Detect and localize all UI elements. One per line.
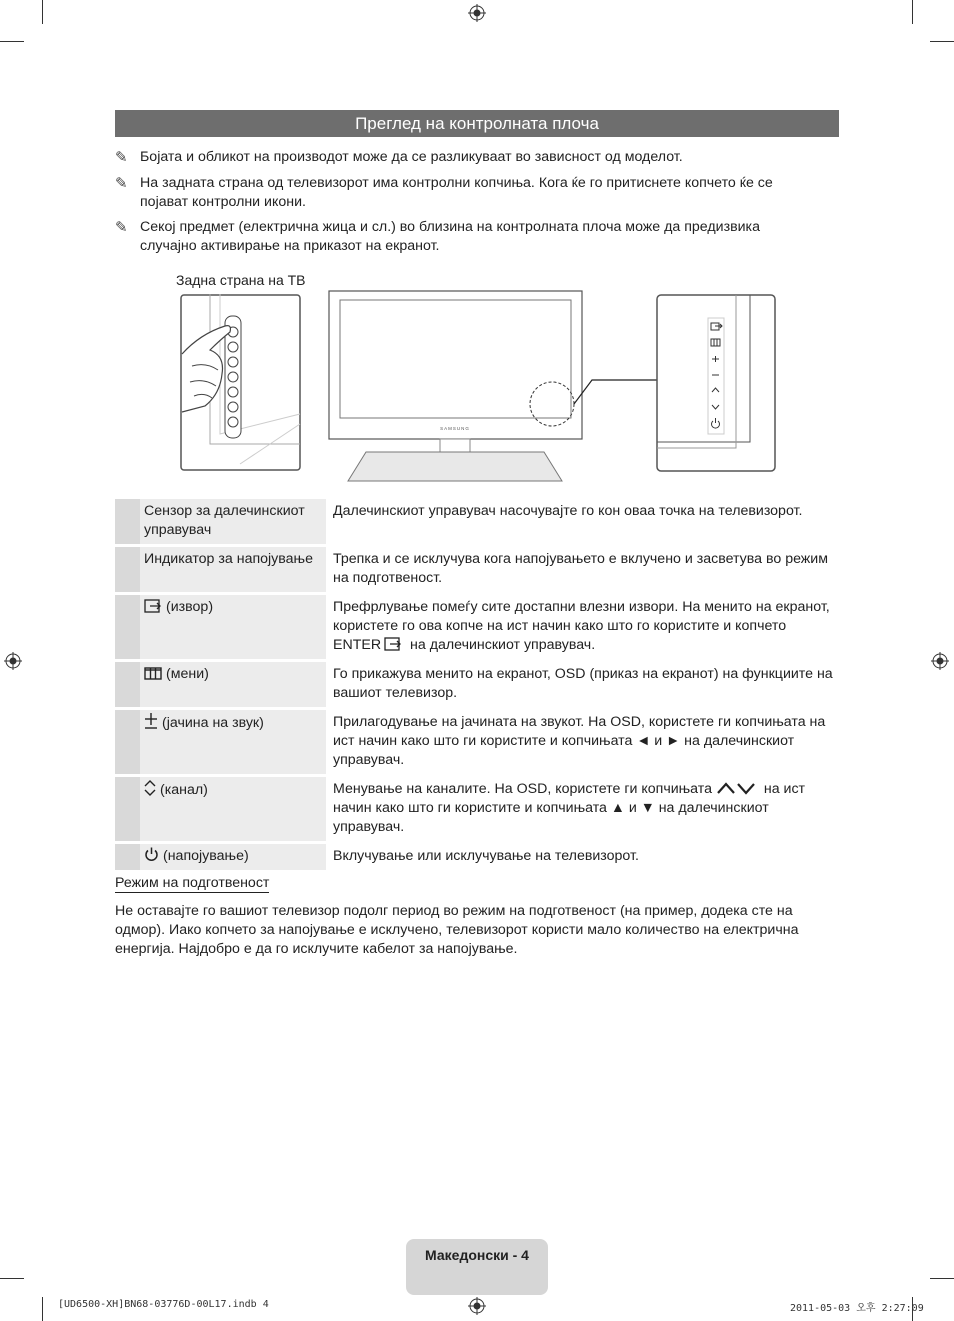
- control-description: на ист начин како што ги користите и копчињата ▲ и ▼ на далечинскиот управувач.: [333, 781, 806, 835]
- brand-logo: SAMSUNG: [440, 426, 470, 431]
- control-panel-table: [115, 496, 839, 873]
- tv-front-illustration: [328, 290, 584, 482]
- source-icon: [144, 599, 162, 613]
- control-description: на далечинскиот управувач.: [406, 637, 596, 653]
- control-name: (јачина на звук): [162, 715, 264, 731]
- pencil-note-icon: ✎: [115, 219, 128, 236]
- control-description: Префрлување помеѓу сите достапни влезни извори. На менито на екранот, користете го ова копче на ист начин како што го користите и копчето: [333, 599, 830, 634]
- enter-icon: [384, 637, 402, 651]
- control-name: (напојување): [163, 848, 249, 864]
- crop-mark: [42, 1297, 43, 1321]
- crop-mark: [0, 1278, 24, 1279]
- section-title: Преглед на контролната плоча: [115, 110, 839, 137]
- table-row: [115, 777, 839, 841]
- standby-heading: Режим на подготвеност: [115, 875, 270, 891]
- table-row: [115, 662, 839, 707]
- table-row: [115, 547, 839, 592]
- channel-up-down-icon: [144, 780, 156, 796]
- control-description: Трепка и се исклучува кога напојувањето е вклучено и засветува во режим на подготвеност.: [333, 551, 828, 586]
- control-name: (извор): [166, 599, 214, 615]
- volume-plus-minus-icon: [144, 713, 158, 729]
- note-text: Бојата и обликот на производот може да се разликуваат во зависност од моделот.: [140, 149, 683, 165]
- control-name: (мени): [166, 666, 209, 682]
- registration-mark-icon: [468, 1297, 486, 1315]
- page-number: Македонски - 4: [406, 1239, 548, 1295]
- control-name: (канал): [160, 782, 208, 798]
- table-row: [115, 844, 839, 870]
- table-row: [115, 499, 839, 544]
- standby-paragraph: Не оставајте го вашиот телевизор подолг период во режим на подготвеност (на пример, додека сте на одмор). Иако копчето за напојување е исклучено, телевизорот користи мало количество на електрична енергија. Најдобро е да го исклучите кабелот за напојување.: [115, 903, 799, 957]
- note-text: Секој предмет (електрична жица и сл.) во близина на контролната плоча може да предизвика: [140, 219, 760, 235]
- control-panel-zoom-illustration: [570, 292, 780, 474]
- back-of-tv-label: Задна страна на ТВ: [176, 272, 306, 288]
- crop-mark: [930, 41, 954, 42]
- note: [115, 218, 835, 256]
- note: [115, 174, 835, 212]
- crop-mark: [930, 1278, 954, 1279]
- pencil-note-icon: ✎: [115, 149, 128, 166]
- menu-icon: [144, 667, 162, 680]
- crop-mark: [42, 0, 43, 24]
- tv-back-hand-illustration: [180, 294, 302, 472]
- enter-label: ENTER: [333, 637, 382, 653]
- up-down-arrows-icon: [716, 782, 756, 795]
- footer-file-name: [UD6500-XH]BN68-03776D-00L17.indb 4: [58, 1299, 269, 1310]
- control-description: Далечинскиот управувач насочувајте го кон оваа точка на телевизорот.: [333, 503, 803, 519]
- crop-mark: [912, 0, 913, 24]
- control-description: Прилагодување на јачината на звукот. На OSD, користете ги копчињата на ист начин како што ги користите и копчињата ◄ и ► на далечинскиот управувач.: [333, 714, 826, 768]
- control-description: Го прикажува менито на екранот, OSD (приказ на екранот) на функциите на вашиот телевизор.: [333, 666, 833, 701]
- note: [115, 148, 835, 167]
- registration-mark-icon: [931, 652, 949, 670]
- crop-mark: [0, 41, 24, 42]
- registration-mark-icon: [468, 4, 486, 22]
- control-description: Менување на каналите. На OSD, користете ги копчињата: [333, 781, 716, 797]
- footer-timestamp: 2011-05-03 오후 2:27:09: [790, 1303, 924, 1314]
- control-name: Индикатор за напојување: [144, 551, 313, 567]
- note-text: На задната страна од телевизорот има контролни копчиња. Кога ќе го притиснете копчето ќе се: [140, 175, 773, 191]
- note-text: случајно активирање на приказот на екранот.: [140, 238, 440, 254]
- pencil-note-icon: ✎: [115, 175, 128, 192]
- control-name: Сензор за далечинскиот управувач: [144, 503, 305, 538]
- table-row: [115, 595, 839, 659]
- table-row: [115, 710, 839, 774]
- control-description: Вклучување или исклучување на телевизорот.: [333, 848, 639, 864]
- note-text: појават контролни икони.: [140, 194, 306, 210]
- power-icon: [144, 847, 159, 862]
- registration-mark-icon: [4, 652, 22, 670]
